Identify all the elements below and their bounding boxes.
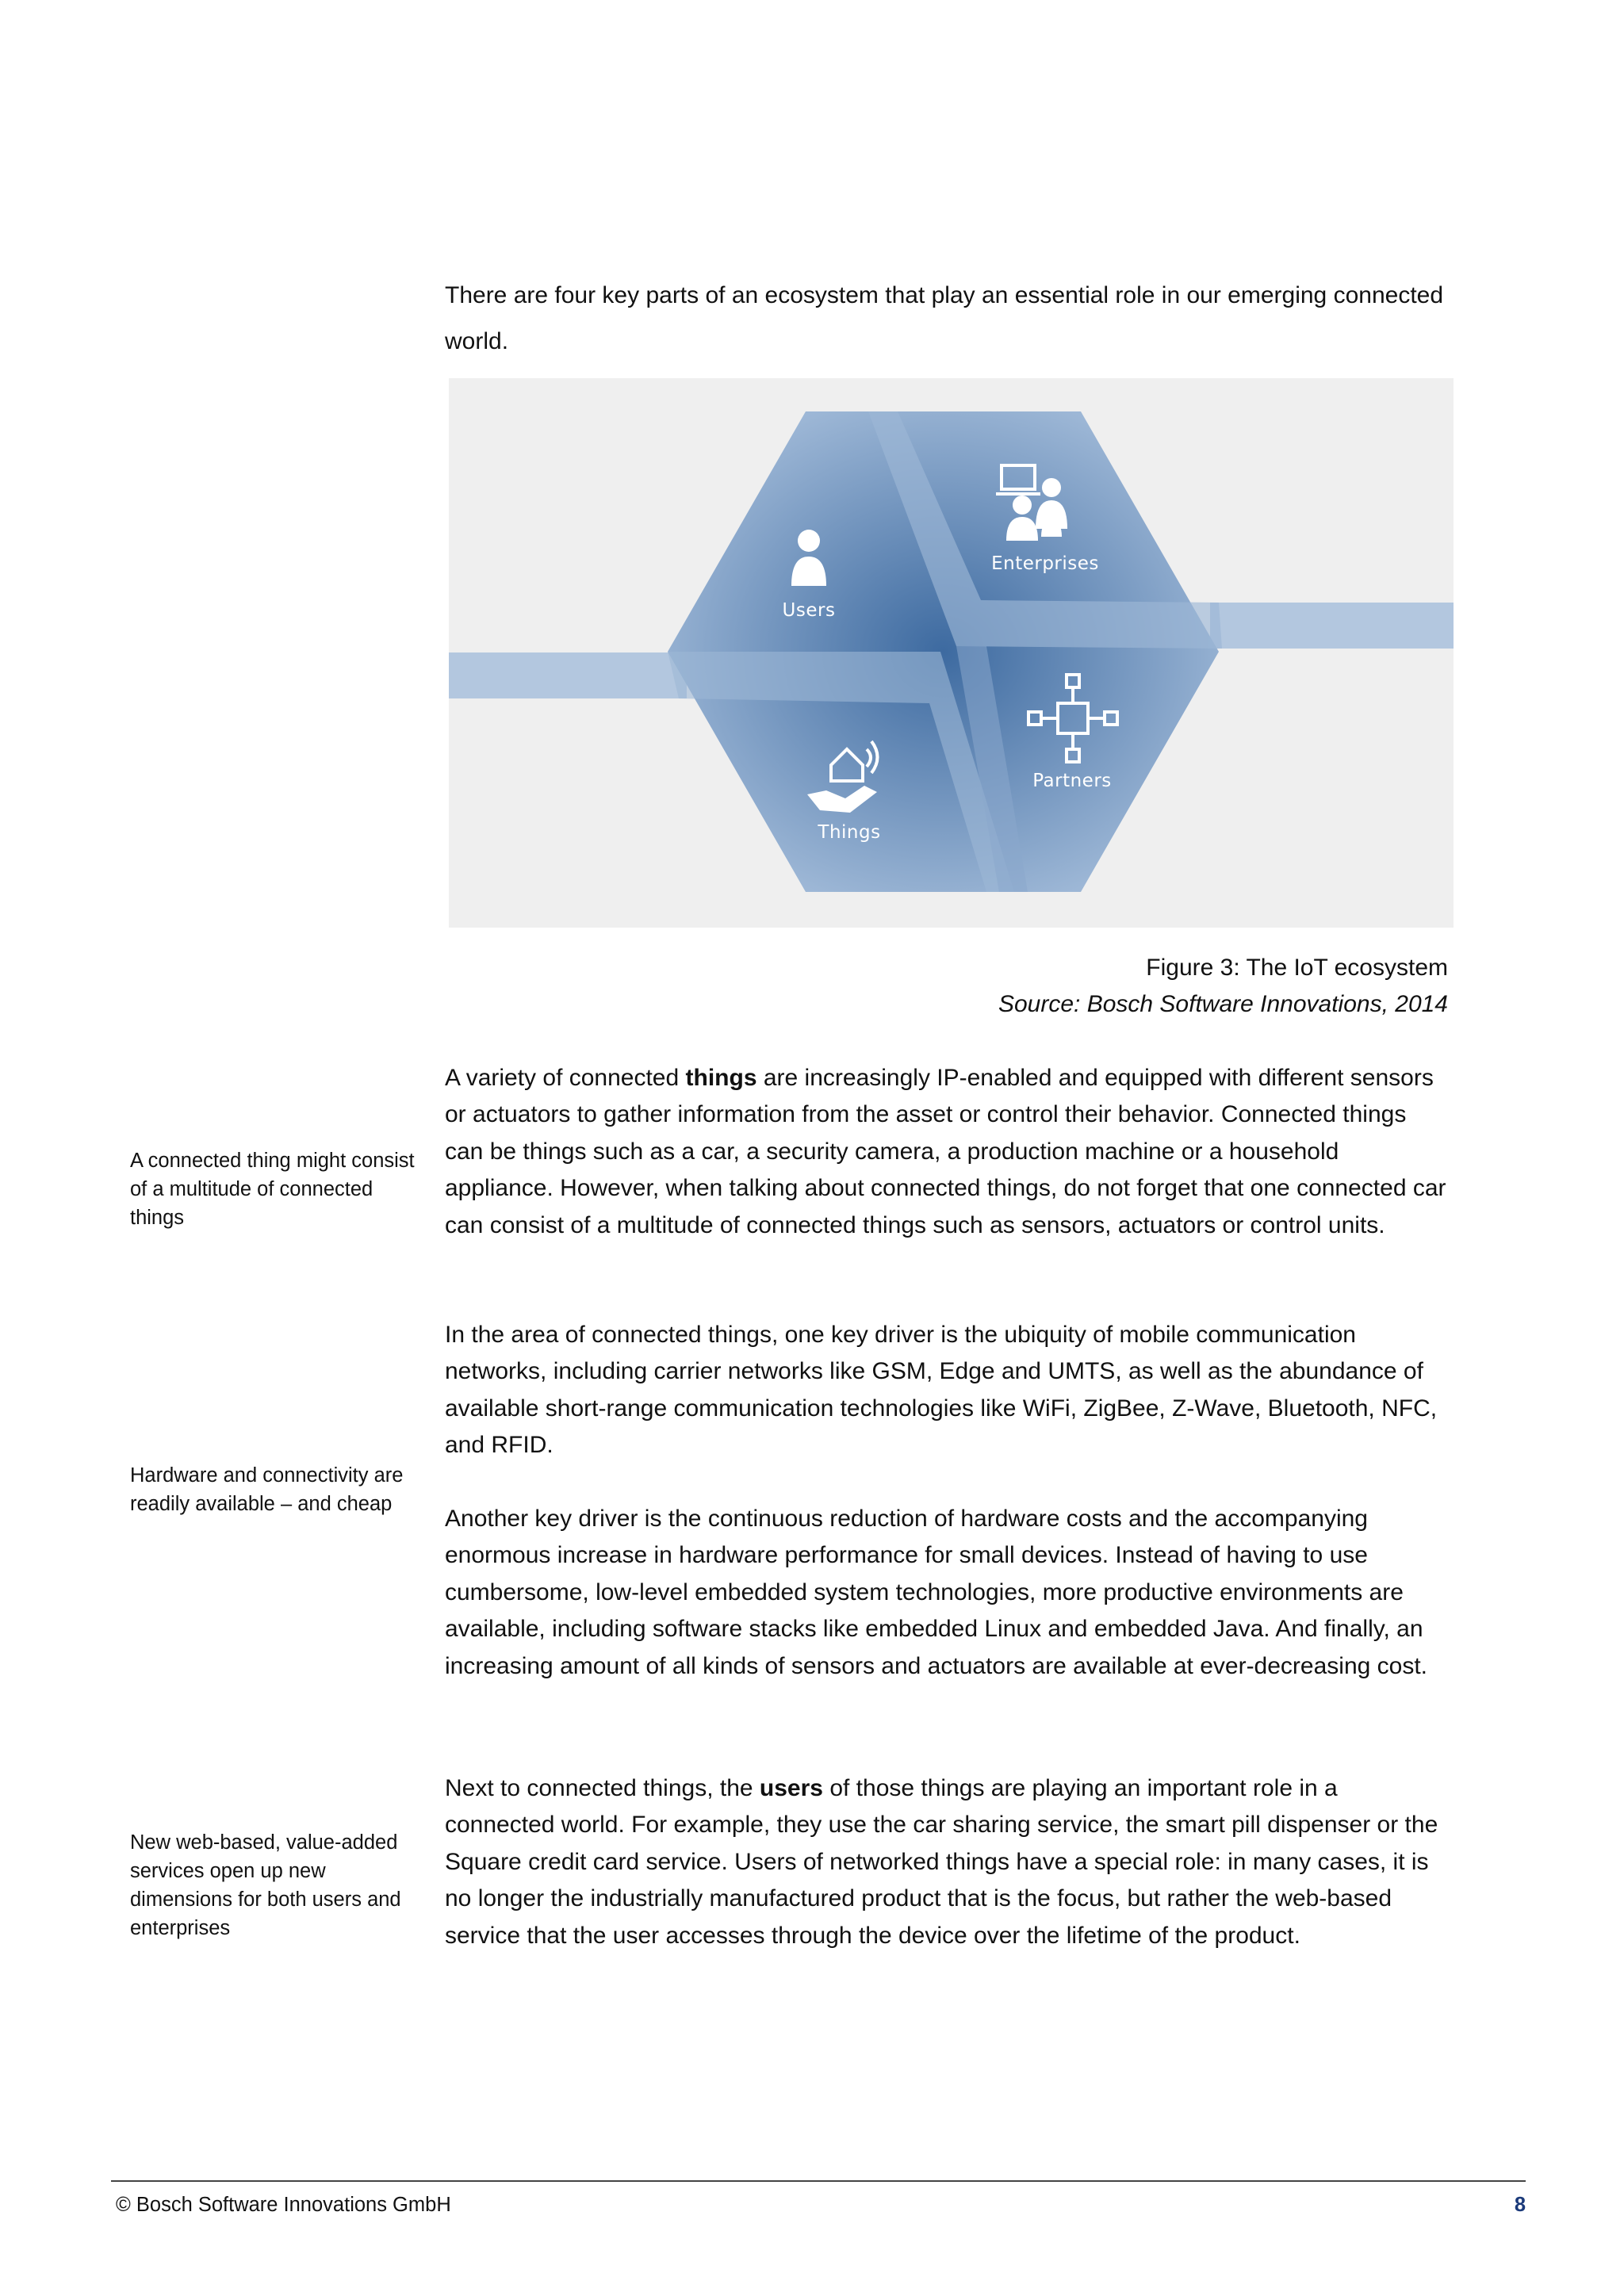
footer-divider bbox=[111, 2180, 1526, 2182]
intro-paragraph: There are four key parts of an ecosystem that play an essential role in our emerging connected world. bbox=[445, 282, 1444, 354]
margin-note-connected-thing: A connected thing might consist of a multitude of connected things bbox=[130, 1150, 415, 1229]
paragraph-users bbox=[445, 1770, 1448, 1954]
margin-note-hardware: Hardware and connectivity are readily available – and cheap bbox=[130, 1464, 404, 1515]
label-things: Things bbox=[818, 822, 881, 843]
footer-copyright: © Bosch Software Innovations GmbH bbox=[116, 2194, 451, 2216]
paragraph-connectivity: In the area of connected things, one key driver is the ubiquity of mobile communication networks, including carrier networks like GSM, Edge and UMTS, as well as the abundance of available short-range communication technologies like WiFi, ZigBee, Z-Wave, Bluetooth, NFC, and RFID. bbox=[445, 1322, 1438, 1459]
band-left bbox=[449, 652, 687, 698]
paragraph-hardware: Another key driver is the continuous reduction of hardware costs and the accompanying enormous increase in hardware performance for small devices. Instead of having to use cumbersome, low-level embedded system technologies, more productive environments are available, including software stacks like embedded Linux and embedded Java. And finally, an increasing amount of all kinds of sensors and actuators are available at ever-decreasing cost. bbox=[445, 1506, 1428, 1679]
paragraph-users-after: of those things are playing an important role in a connected world. For example, they use the car sharing service, the smart pill dispenser or the Square credit card service. Users of networked things have a special role: in many cases, it is no longer the industrially manufactured product that is the focus, but rather the web-based service that the user accesses through the device over the lifetime of the product. bbox=[445, 1775, 1438, 1949]
paragraph-users-bold: users bbox=[759, 1775, 823, 1801]
iot-ecosystem-figure bbox=[449, 378, 1454, 928]
label-partners: Partners bbox=[1032, 771, 1112, 791]
paragraph-things-before: A variety of connected bbox=[445, 1065, 686, 1091]
label-users: Users bbox=[782, 600, 836, 621]
paragraph-users-before: Next to connected things, the bbox=[445, 1775, 760, 1801]
paragraph-things bbox=[445, 1060, 1448, 1244]
margin-note-services: New web-based, value-added services open up new dimensions for both users and enterprises bbox=[130, 1831, 401, 1939]
footer-page-number: 8 bbox=[1514, 2194, 1526, 2216]
figure-caption: Figure 3: The IoT ecosystem bbox=[1146, 955, 1448, 981]
paragraph-things-bold: things bbox=[685, 1065, 757, 1091]
figure-source: Source: Bosch Software Innovations, 2014 bbox=[998, 991, 1448, 1017]
figure-caption-block bbox=[998, 950, 1448, 1023]
band-right bbox=[1210, 603, 1454, 649]
label-enterprises: Enterprises bbox=[991, 553, 1099, 574]
paragraph-things-after: are increasingly IP-enabled and equipped with different sensors or actuators to gather information from the asset or control their behavior. Connected things can be things such as a car, a security camera, a production machine or a household appliance. However, when talking about connected things, do not forget that one connected car can consist of a multitude of connected things such as sensors, actuators or control units. bbox=[445, 1065, 1446, 1238]
